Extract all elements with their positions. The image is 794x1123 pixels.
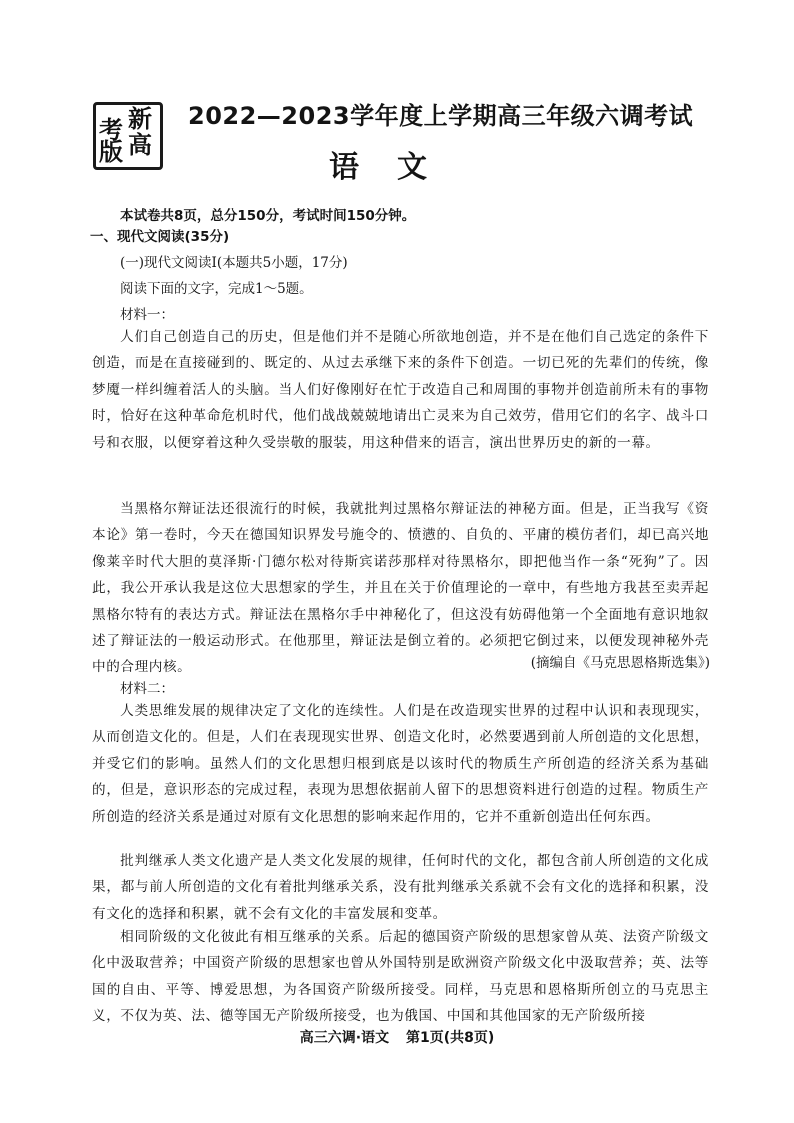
subsection-title: (一)现代文阅读Ⅰ(本题共5小题，17分): [120, 255, 348, 271]
material-1-source: (摘编自《马克思恩格斯选集》): [530, 655, 710, 671]
section-title: 一、现代文阅读(35分): [90, 229, 230, 245]
material-1-paragraph: 当黑格尔辩证法还很流行的时候，我就批判过黑格尔辩证法的神秘方面。但是，正当我写《资本论》第一卷时，今天在德国知识界发号施令的、愤懑的、自负的、平庸的模仿者们，却已高兴地像莱辛时代大胆的莫泽斯·门德尔松对待斯宾诺莎那样对待黑格尔，即把他当作一条“死狗”了。因此，我公开承认我是这位大思想家的学生，并且在关于价值理论的一章中，有些地方我甚至卖弄起黑格尔特有的表达方式。辩证法在黑格尔手中神秘化了，但这没有妨碍他第一个全面地有意识地叙述了辩证法的一般运动形式。在他那里，辩证法是倒立着的。必须把它倒过来，以便发现神秘外壳中的合理内核。: [92, 501, 709, 676]
logo-char: 版: [99, 138, 123, 166]
material-2-paragraph: 相同阶级的文化彼此有相互继承的关系。后起的德国资产阶级的思想家曾从英、法资产阶级文化中汲取营养；中国资产阶级的思想家也曾从外国特别是欧洲资产阶级文化中汲取营养；英、法等国的自由、平等、博爱思想，为各国资产阶级所接受。同样，马克思和恩格斯所创立的马克思主义，不仅为英、法、德等国无产阶级所接受，也为俄国、中国和其他国家的无产阶级所接: [92, 929, 709, 1025]
material-2-label: 材料二：: [120, 681, 174, 697]
subject-title: 语文: [329, 150, 465, 185]
material-2-paragraph: 批判继承人类文化遗产是人类文化发展的规律，任何时代的文化，都包含前人所创造的文化成果，都与前人所创造的文化有着批判继承关系，没有批判继承关系就不会有文化的选择和积累，没有文化的选择和积累，就不会有文化的丰富发展和变革。: [92, 853, 709, 922]
material-2-paragraph: 人类思维发展的规律决定了文化的连续性。人们是在改造现实世界的过程中认识和表现现实，从而创造文化的。但是，人们在表现现实世界、创造文化时，必然要遇到前人所创造的文化思想，并受它们的影响。虽然人们的文化思想归根到底是以该时代的物质生产所创造的经济关系为基础的，但是，意识形态的完成过程，表现为思想依据前人留下的思想资料进行创造的过程。物质生产所创造的经济关系是通过对原有文化思想的影响来起作用的，它并不重新创造出任何东西。: [92, 703, 709, 825]
footer-page-number: 第1页(共8页): [405, 1030, 495, 1046]
logo-char: 高: [128, 131, 152, 159]
exam-title: 2022—2023学年度上学期高三年级六调考试: [188, 102, 694, 130]
exam-intro: 本试卷共8页，总分150分，考试时间150分钟。: [120, 208, 416, 224]
page-footer: [0, 1029, 794, 1047]
reading-instruction: 阅读下面的文字，完成1～5题。: [120, 281, 313, 297]
material-1-paragraph: 人们自己创造自己的历史，但是他们并不是随心所欲地创造，并不是在他们自己选定的条件下创造，而是在直接碰到的、既定的、从过去承继下来的条件下创造。一切已死的先辈们的传统，像梦魇一样纠缠着活人的头脑。当人们好像刚好在忙于改造自己和周围的事物并创造前所未有的事物时，恰好在这种革命危机时代，他们战战兢兢地请出亡灵来为自己效劳，借用它们的名字、战斗口号和衣服，以便穿着这种久受崇敬的服装，用这种借来的语言，演出世界历史的新的一幕。: [92, 329, 709, 451]
footer-course: 高三六调·语文: [299, 1030, 390, 1046]
logo-char: 考: [99, 116, 123, 144]
material-1-label: 材料一：: [120, 307, 174, 323]
logo-char: 新: [128, 105, 152, 133]
